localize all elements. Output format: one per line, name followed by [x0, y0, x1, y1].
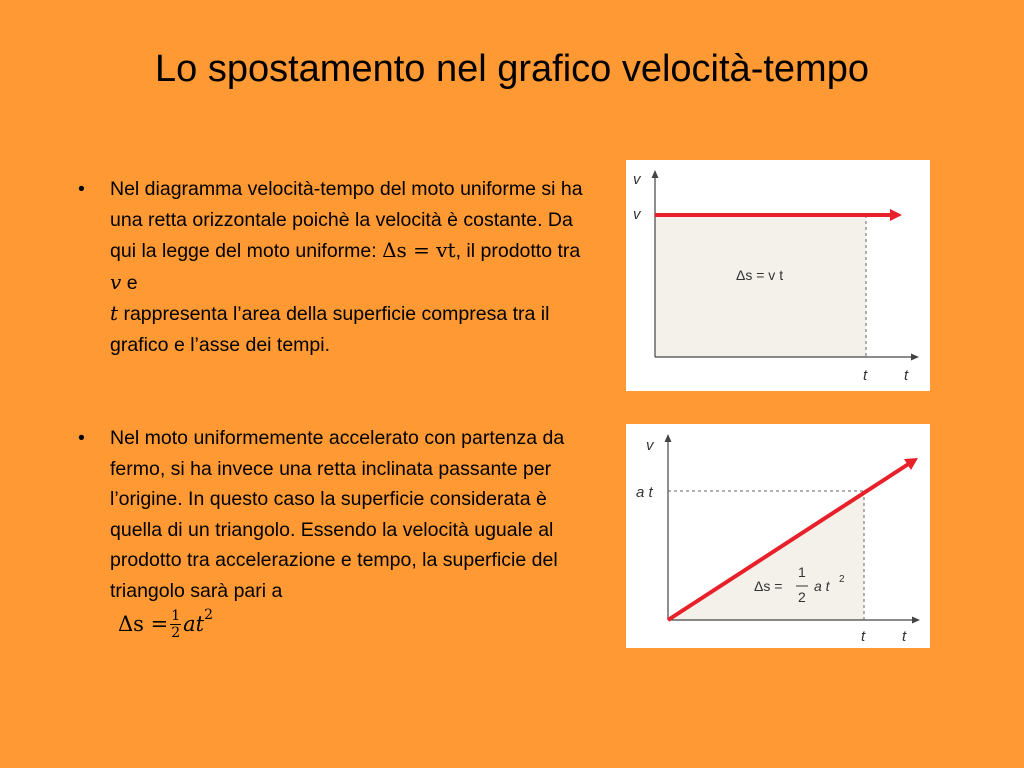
area-label-rhs: a t: [814, 578, 830, 594]
y-axis-label: v: [633, 171, 641, 188]
area-label-numerator: 1: [798, 564, 806, 580]
area-label-exponent: 2: [839, 574, 845, 585]
formula-uniform: Δs = vt: [382, 238, 456, 262]
bullet-text-after: rappresenta l’area della superficie compresa tra il grafico e l’asse dei tempi.: [110, 303, 550, 356]
area-label-denominator: 2: [798, 589, 806, 605]
uniform-motion-graph: [626, 160, 930, 391]
x-tick-label: t: [861, 628, 866, 645]
variable-t: t: [110, 301, 119, 325]
variable-v: v: [110, 269, 122, 294]
formula-triangle-area: [118, 608, 593, 641]
velocity-line-arrow-icon: [890, 209, 902, 221]
y-axis-arrow-icon: [652, 170, 659, 178]
area-under-graph: [655, 215, 866, 357]
x-axis-arrow-icon: [911, 354, 919, 361]
x-axis-label: t: [902, 628, 907, 645]
bullet-uniform-text: [110, 174, 593, 360]
x-tick-label: t: [863, 367, 868, 384]
formula-lhs: Δs =: [118, 612, 169, 637]
y-tick-label: v: [633, 206, 641, 223]
y-axis-label: v: [646, 437, 654, 454]
bullet-accelerated-motion: [78, 423, 593, 641]
accelerated-motion-graph: [626, 424, 930, 648]
slide-title: Lo spostamento nel grafico velocità-tempo: [155, 48, 869, 90]
x-axis-label: t: [904, 367, 909, 384]
x-axis-arrow-icon: [912, 617, 920, 624]
fraction-denominator: 2: [171, 625, 181, 641]
y-axis-arrow-icon: [665, 434, 672, 442]
bullet-text-before: Nel diagramma velocità-tempo del moto uniforme si ha una retta orizzontale poichè la velocità è costante. Da qui la legge del moto uniforme:: [110, 178, 583, 262]
formula-fraction: [170, 608, 181, 641]
bullet-marker: •: [78, 427, 85, 449]
area-label: Δs = v t: [736, 267, 784, 283]
fraction-numerator: 1: [171, 608, 181, 624]
formula-exponent: 2: [204, 607, 214, 624]
area-label-lhs: Δs =: [754, 578, 783, 594]
formula-body: at: [183, 612, 205, 637]
bullet-accelerated-text: Nel moto uniformemente accelerato con partenza da fermo, si ha invece una retta inclinata passante per l’origine. In questo caso la superficie considerata è quella di un triangolo. Essendo la velocità uguale al prodotto tra accelerazione e tempo, la superficie del triangolo sarà pari a: [110, 427, 565, 602]
y-tick-label: a t: [636, 484, 653, 501]
bullet-uniform-motion: [78, 174, 593, 360]
bullet-marker: •: [78, 178, 85, 200]
bullet-text-mid: , il prodotto tra: [455, 240, 581, 262]
bullet-text-e: e: [121, 271, 138, 294]
